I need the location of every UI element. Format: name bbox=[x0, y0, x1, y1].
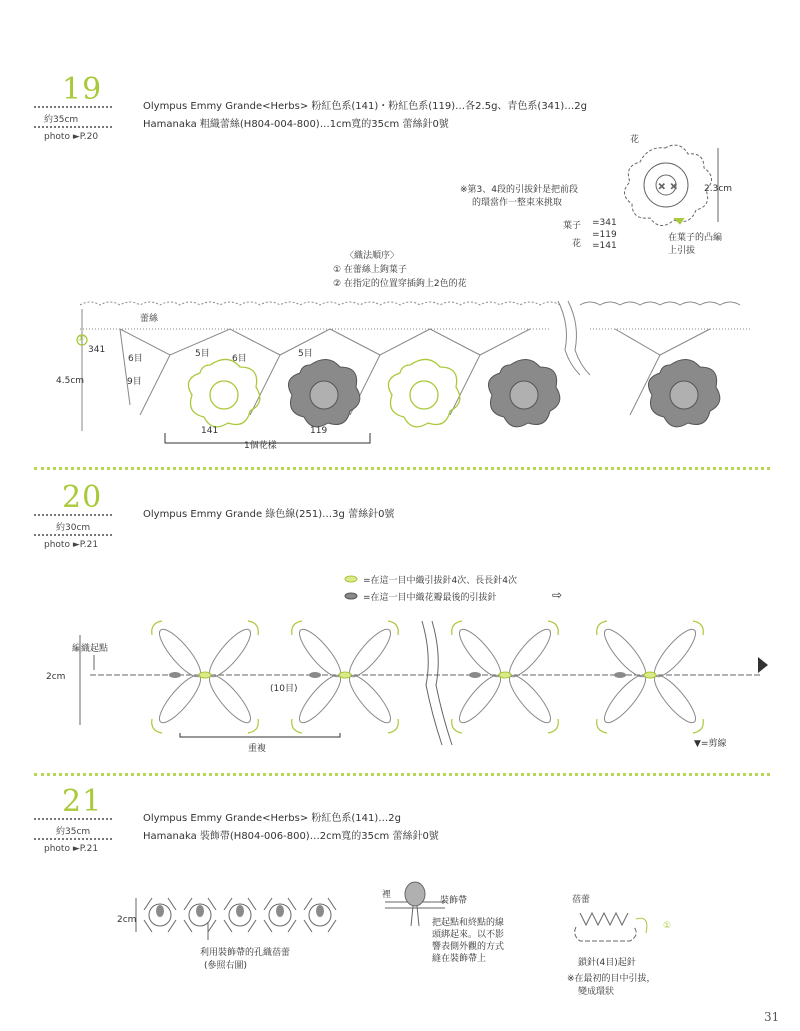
divider-dots bbox=[34, 838, 112, 840]
flower-code-label: 花 bbox=[572, 239, 582, 249]
leaf-note-1: 在葉子的凸編 bbox=[668, 233, 723, 243]
count-5-b: 5目 bbox=[298, 349, 313, 359]
arrow-icon: ⇨ bbox=[552, 588, 563, 602]
divider-dots bbox=[34, 106, 112, 108]
section-20-chain-diagram bbox=[70, 615, 780, 750]
bud-note-2: 變成環狀 bbox=[578, 987, 615, 997]
leaf-label: 葉子 bbox=[563, 221, 582, 231]
legend-green-swatch bbox=[344, 575, 358, 583]
section-20-number: 20 bbox=[62, 480, 103, 515]
legend-green-text: =在這一目中織引拔針4次、長長針4次 bbox=[363, 576, 517, 586]
repeat-label: 重複 bbox=[248, 744, 267, 754]
flower-code-119: =119 bbox=[592, 230, 617, 240]
divider-dots bbox=[34, 514, 112, 516]
code-119: 119 bbox=[310, 426, 328, 436]
back-label: 裡 bbox=[382, 890, 392, 900]
note-line-1: ※第3、4段的引拔針是把前段 bbox=[460, 185, 578, 195]
chain-count: (10目) bbox=[270, 684, 298, 694]
legend-gray-swatch bbox=[344, 592, 358, 600]
note-line-2: 的環當作一整束來挑取 bbox=[472, 198, 563, 208]
order-step-2: ② 在指定的位置穿插鉤上2色的花 bbox=[333, 279, 467, 289]
section-19-size: 約35cm bbox=[44, 115, 79, 125]
ribbon-height: 2cm bbox=[117, 915, 137, 925]
tie-note-1: 把起點和終點的線 bbox=[432, 918, 505, 928]
page-number: 31 bbox=[764, 1010, 780, 1024]
bud-marker: ① bbox=[663, 921, 672, 931]
order-step-1: ① 在蕾絲上鉤葉子 bbox=[333, 265, 407, 275]
legend-gray-text: =在這一目中織花瓣最後的引拔針 bbox=[363, 593, 497, 603]
start-label: 編織起點 bbox=[72, 644, 109, 654]
section-21-photo-ref: photo ►P.21 bbox=[44, 844, 99, 854]
tie-note-2: 頭綁起來。以不影 bbox=[432, 930, 505, 940]
ribbon-caption-2: (參照右圖) bbox=[204, 961, 248, 971]
section-21-size: 約35cm bbox=[56, 827, 91, 837]
section-21-number: 21 bbox=[62, 784, 103, 819]
section-19-material-1: Olympus Emmy Grande<Herbs> 粉紅色系(141)・粉紅色系(119)…各2.5g、青色系(341)…2g bbox=[143, 101, 588, 112]
section-19-number: 19 bbox=[62, 72, 103, 107]
section-19-photo-ref: photo ►P.20 bbox=[44, 132, 99, 142]
code-141: 141 bbox=[201, 426, 219, 436]
start-code: 341 bbox=[88, 345, 106, 355]
ribbon-diagram bbox=[118, 892, 358, 952]
leaf-note-2: 上引拔 bbox=[668, 246, 696, 256]
order-title: 〈織法順序〉 bbox=[345, 251, 400, 261]
divider-dots bbox=[34, 126, 112, 128]
tie-note-3: 響表側外觀的方式 bbox=[432, 942, 505, 952]
count-9: 9目 bbox=[127, 377, 142, 387]
svg-text:×: × bbox=[658, 182, 666, 192]
count-6-a: 6目 bbox=[128, 354, 143, 364]
height-label: 2cm bbox=[46, 672, 66, 682]
bud-note-1: ※在最初的目中引拔， bbox=[567, 974, 656, 984]
ribbon-caption-1: 利用裝飾帶的孔織蓓蕾 bbox=[200, 948, 291, 958]
pattern-label: 1個花樣 bbox=[244, 441, 277, 451]
tie-note-4: 縫在裝飾帶上 bbox=[432, 954, 487, 964]
flower-code-141: =141 bbox=[592, 241, 617, 251]
count-6-b: 6目 bbox=[232, 354, 247, 364]
leaf-code: =341 bbox=[592, 218, 617, 228]
section-separator bbox=[34, 467, 770, 470]
bud-chain-label: 鎖針(4目)起針 bbox=[578, 958, 636, 968]
flower-size-label: 2.3cm bbox=[704, 184, 733, 194]
bud-diagram bbox=[570, 905, 670, 955]
section-19-lace-diagram bbox=[70, 295, 760, 455]
cut-legend: ▼=剪線 bbox=[694, 739, 727, 749]
svg-text:×: × bbox=[670, 182, 678, 192]
section-20-size: 約30cm bbox=[56, 523, 91, 533]
start-marker: ① bbox=[77, 334, 86, 344]
count-5-a: 5目 bbox=[195, 349, 210, 359]
section-21-material-2: Hamanaka 裝飾帶(H804-006-800)…2cm寬的35cm 蕾絲針0號 bbox=[143, 831, 439, 842]
divider-dots bbox=[34, 534, 112, 536]
section-20-material-1: Olympus Emmy Grande 綠色線(251)…3g 蕾絲針0號 bbox=[143, 509, 395, 520]
section-19-material-2: Hamanaka 粗織蕾絲(H804-004-800)…1cm寬的35cm 蕾絲針0號 bbox=[143, 119, 449, 130]
section-separator bbox=[34, 773, 770, 776]
divider-dots bbox=[34, 818, 112, 820]
lace-label: 蕾絲 bbox=[140, 314, 159, 324]
height-label: 4.5cm bbox=[56, 376, 85, 386]
flower-label: 花 bbox=[630, 135, 640, 145]
ribbon-label: 裝飾帶 bbox=[440, 896, 468, 906]
bud-label: 蓓蕾 bbox=[572, 895, 591, 905]
section-20-photo-ref: photo ►P.21 bbox=[44, 540, 99, 550]
section-21-material-1: Olympus Emmy Grande<Herbs> 粉紅色系(141)…2g bbox=[143, 813, 401, 824]
